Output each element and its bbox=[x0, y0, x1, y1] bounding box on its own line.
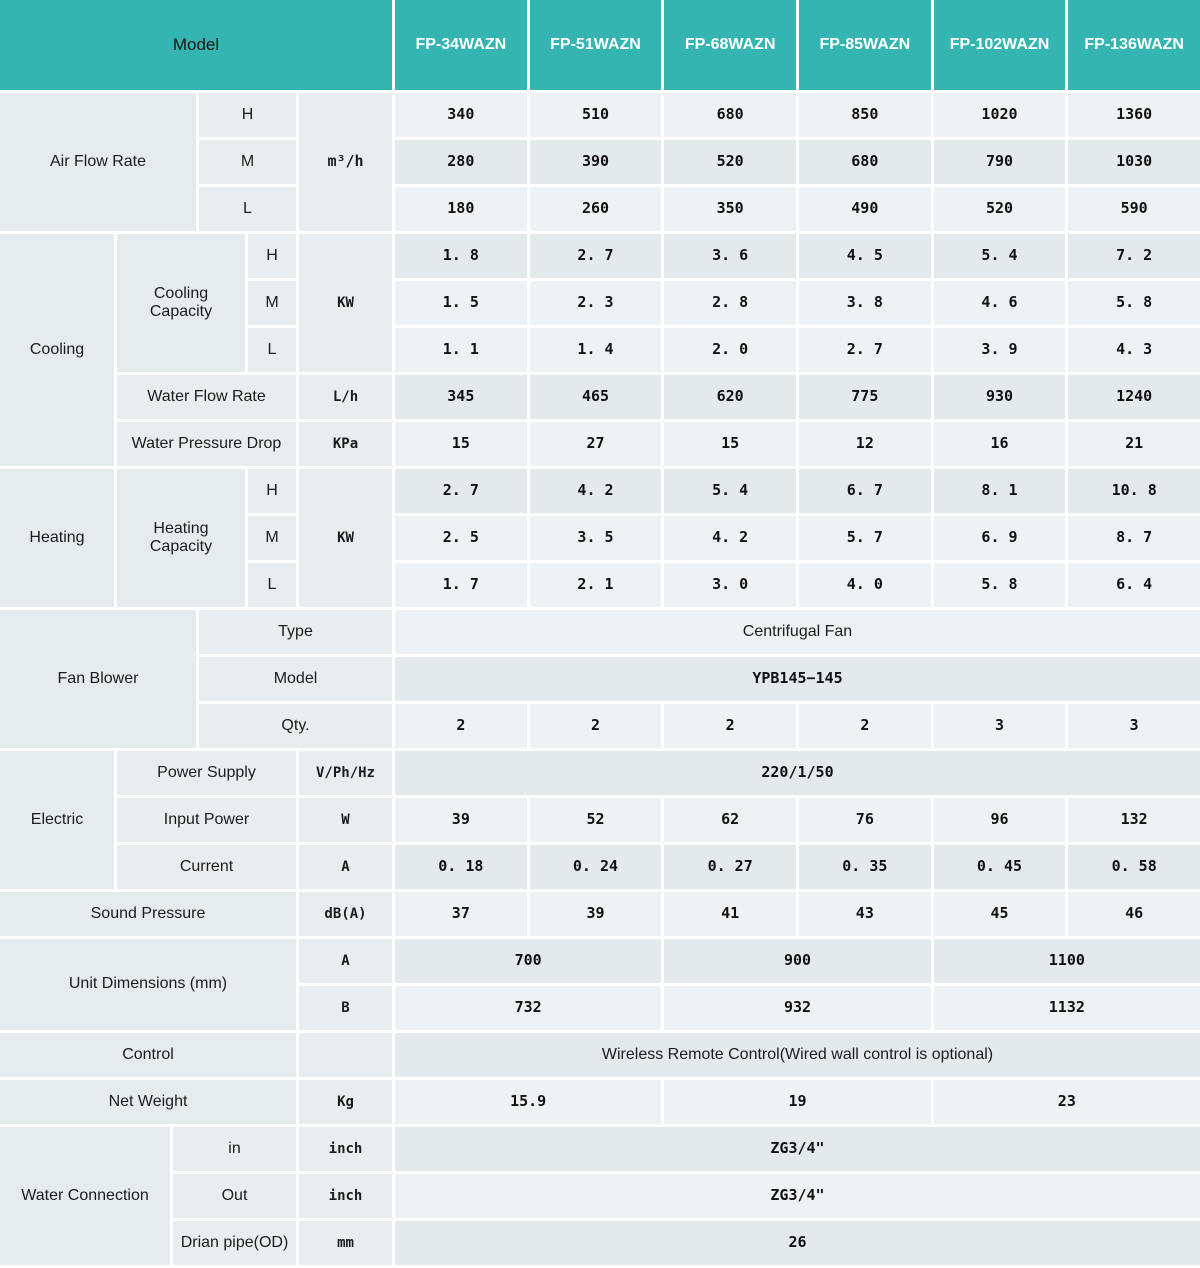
input-power-label: Input Power bbox=[117, 798, 296, 842]
unit-cell: Kg bbox=[299, 1080, 392, 1124]
data-cell: 2. 7 bbox=[530, 234, 662, 278]
model-header-label: Model bbox=[0, 0, 392, 90]
unit-cell: mm bbox=[299, 1221, 392, 1265]
unit-cell: W bbox=[299, 798, 392, 842]
data-cell: 8. 1 bbox=[934, 469, 1066, 513]
unit-cell: m³/h bbox=[299, 93, 392, 231]
data-cell: 62 bbox=[664, 798, 796, 842]
data-cell: 0. 27 bbox=[664, 845, 796, 889]
model-column-header: FP-85WAZN bbox=[799, 0, 931, 90]
data-cell: 1100 bbox=[934, 939, 1200, 983]
data-cell: 1. 7 bbox=[395, 563, 527, 607]
data-cell: 6. 7 bbox=[799, 469, 931, 513]
data-cell: 37 bbox=[395, 892, 527, 936]
data-cell: 465 bbox=[530, 375, 662, 419]
data-cell: 96 bbox=[934, 798, 1066, 842]
unit-cell: inch bbox=[299, 1174, 392, 1218]
data-cell: 680 bbox=[799, 140, 931, 184]
unit-cell: KW bbox=[299, 234, 392, 372]
data-cell: 732 bbox=[395, 986, 661, 1030]
data-cell: 2 bbox=[395, 704, 527, 748]
data-cell: 590 bbox=[1068, 187, 1200, 231]
data-cell: 5. 4 bbox=[934, 234, 1066, 278]
unit-cell: V/Ph/Hz bbox=[299, 751, 392, 795]
data-cell: 46 bbox=[1068, 892, 1200, 936]
unit-cell: dB(A) bbox=[299, 892, 392, 936]
data-cell: 132 bbox=[1068, 798, 1200, 842]
data-cell: 2 bbox=[530, 704, 662, 748]
water-flow-rate-label: Water Flow Rate bbox=[117, 375, 296, 419]
data-cell: 3. 9 bbox=[934, 328, 1066, 372]
data-cell: 345 bbox=[395, 375, 527, 419]
data-cell: 16 bbox=[934, 422, 1066, 466]
fan-model-label: Model bbox=[199, 657, 392, 701]
unit-cell: KPa bbox=[299, 422, 392, 466]
data-cell: 1. 5 bbox=[395, 281, 527, 325]
data-cell: 775 bbox=[799, 375, 931, 419]
level-m-cell: M bbox=[248, 281, 296, 325]
data-cell: 2. 8 bbox=[664, 281, 796, 325]
drain-pipe-label: Drian pipe(OD) bbox=[173, 1221, 296, 1265]
data-cell: 3. 5 bbox=[530, 516, 662, 560]
data-cell: 1. 4 bbox=[530, 328, 662, 372]
data-cell: 5. 8 bbox=[1068, 281, 1200, 325]
data-cell: 15.9 bbox=[395, 1080, 661, 1124]
data-cell: 340 bbox=[395, 93, 527, 137]
drain-pipe-value: 26 bbox=[395, 1221, 1200, 1265]
data-cell: 2. 7 bbox=[395, 469, 527, 513]
data-cell: 680 bbox=[664, 93, 796, 137]
data-cell: 76 bbox=[799, 798, 931, 842]
data-cell: 1. 8 bbox=[395, 234, 527, 278]
data-cell: 2. 3 bbox=[530, 281, 662, 325]
data-cell: 2. 7 bbox=[799, 328, 931, 372]
data-cell: 510 bbox=[530, 93, 662, 137]
water-pressure-drop-label: Water Pressure Drop bbox=[117, 422, 296, 466]
data-cell: 27 bbox=[530, 422, 662, 466]
fan-type-value: Centrifugal Fan bbox=[395, 610, 1200, 654]
level-l-cell: L bbox=[199, 187, 296, 231]
data-cell: 700 bbox=[395, 939, 661, 983]
fan-qty-label: Qty. bbox=[199, 704, 392, 748]
data-cell: 900 bbox=[664, 939, 930, 983]
data-cell: 932 bbox=[664, 986, 930, 1030]
data-cell: 15 bbox=[664, 422, 796, 466]
data-cell: 790 bbox=[934, 140, 1066, 184]
data-cell: 350 bbox=[664, 187, 796, 231]
data-cell: 0. 24 bbox=[530, 845, 662, 889]
data-cell: 3 bbox=[934, 704, 1066, 748]
power-supply-label: Power Supply bbox=[117, 751, 296, 795]
level-m-cell: M bbox=[248, 516, 296, 560]
unit-cell: KW bbox=[299, 469, 392, 607]
data-cell: 180 bbox=[395, 187, 527, 231]
control-label: Control bbox=[0, 1033, 296, 1077]
data-cell: 15 bbox=[395, 422, 527, 466]
data-cell: 3. 0 bbox=[664, 563, 796, 607]
data-cell: 21 bbox=[1068, 422, 1200, 466]
data-cell: 2. 1 bbox=[530, 563, 662, 607]
data-cell: 0. 18 bbox=[395, 845, 527, 889]
data-cell: 4. 0 bbox=[799, 563, 931, 607]
data-cell: 5. 8 bbox=[934, 563, 1066, 607]
data-cell: 39 bbox=[395, 798, 527, 842]
data-cell: 0. 45 bbox=[934, 845, 1066, 889]
level-h-cell: H bbox=[248, 469, 296, 513]
data-cell: 2 bbox=[664, 704, 796, 748]
data-cell: 12 bbox=[799, 422, 931, 466]
data-cell: 4. 6 bbox=[934, 281, 1066, 325]
data-cell: 45 bbox=[934, 892, 1066, 936]
data-cell: 23 bbox=[934, 1080, 1200, 1124]
level-h-cell: H bbox=[248, 234, 296, 278]
data-cell: 1240 bbox=[1068, 375, 1200, 419]
model-column-header: FP-102WAZN bbox=[934, 0, 1066, 90]
data-cell: 1360 bbox=[1068, 93, 1200, 137]
dim-a-cell: A bbox=[299, 939, 392, 983]
level-m-cell: M bbox=[199, 140, 296, 184]
water-connection-label: Water Connection bbox=[0, 1127, 170, 1265]
data-cell: 520 bbox=[664, 140, 796, 184]
model-column-header: FP-34WAZN bbox=[395, 0, 527, 90]
fan-blower-label: Fan Blower bbox=[0, 610, 196, 748]
cooling-capacity-label: Cooling Capacity bbox=[117, 234, 245, 372]
unit-cell: inch bbox=[299, 1127, 392, 1171]
data-cell: 39 bbox=[530, 892, 662, 936]
water-out-value: ZG3/4" bbox=[395, 1174, 1200, 1218]
data-cell: 41 bbox=[664, 892, 796, 936]
sound-pressure-label: Sound Pressure bbox=[0, 892, 296, 936]
unit-cell: L/h bbox=[299, 375, 392, 419]
level-l-cell: L bbox=[248, 328, 296, 372]
current-label: Current bbox=[117, 845, 296, 889]
data-cell: 850 bbox=[799, 93, 931, 137]
data-cell: 4. 5 bbox=[799, 234, 931, 278]
data-cell: 0. 58 bbox=[1068, 845, 1200, 889]
level-h-cell: H bbox=[199, 93, 296, 137]
data-cell: 5. 4 bbox=[664, 469, 796, 513]
data-cell: 2 bbox=[799, 704, 931, 748]
empty-unit-cell bbox=[299, 1033, 392, 1077]
data-cell: 3 bbox=[1068, 704, 1200, 748]
data-cell: 43 bbox=[799, 892, 931, 936]
unit-cell: A bbox=[299, 845, 392, 889]
data-cell: 1020 bbox=[934, 93, 1066, 137]
data-cell: 52 bbox=[530, 798, 662, 842]
data-cell: 620 bbox=[664, 375, 796, 419]
net-weight-label: Net Weight bbox=[0, 1080, 296, 1124]
heating-label: Heating bbox=[0, 469, 114, 607]
data-cell: 4. 2 bbox=[530, 469, 662, 513]
model-column-header: FP-51WAZN bbox=[530, 0, 662, 90]
model-column-header: FP-68WAZN bbox=[664, 0, 796, 90]
data-cell: 4. 3 bbox=[1068, 328, 1200, 372]
water-in-value: ZG3/4" bbox=[395, 1127, 1200, 1171]
data-cell: 10. 8 bbox=[1068, 469, 1200, 513]
heating-capacity-label: Heating Capacity bbox=[117, 469, 245, 607]
control-value: Wireless Remote Control(Wired wall control is optional) bbox=[395, 1033, 1200, 1077]
data-cell: 5. 7 bbox=[799, 516, 931, 560]
level-l-cell: L bbox=[248, 563, 296, 607]
data-cell: 6. 4 bbox=[1068, 563, 1200, 607]
data-cell: 520 bbox=[934, 187, 1066, 231]
data-cell: 8. 7 bbox=[1068, 516, 1200, 560]
data-cell: 3. 6 bbox=[664, 234, 796, 278]
data-cell: 2. 5 bbox=[395, 516, 527, 560]
fan-type-label: Type bbox=[199, 610, 392, 654]
data-cell: 1. 1 bbox=[395, 328, 527, 372]
data-cell: 490 bbox=[799, 187, 931, 231]
data-cell: 280 bbox=[395, 140, 527, 184]
electric-label: Electric bbox=[0, 751, 114, 889]
power-supply-value: 220/1/50 bbox=[395, 751, 1200, 795]
data-cell: 1030 bbox=[1068, 140, 1200, 184]
water-out-label: Out bbox=[173, 1174, 296, 1218]
air-flow-rate-label: Air Flow Rate bbox=[0, 93, 196, 231]
data-cell: 7. 2 bbox=[1068, 234, 1200, 278]
water-in-label: in bbox=[173, 1127, 296, 1171]
unit-dimensions-label: Unit Dimensions (mm) bbox=[0, 939, 296, 1030]
data-cell: 0. 35 bbox=[799, 845, 931, 889]
cooling-label: Cooling bbox=[0, 234, 114, 466]
data-cell: 930 bbox=[934, 375, 1066, 419]
data-cell: 19 bbox=[664, 1080, 930, 1124]
fan-model-value: YPB145−145 bbox=[395, 657, 1200, 701]
data-cell: 260 bbox=[530, 187, 662, 231]
data-cell: 390 bbox=[530, 140, 662, 184]
model-column-header: FP-136WAZN bbox=[1068, 0, 1200, 90]
data-cell: 4. 2 bbox=[664, 516, 796, 560]
dim-b-cell: B bbox=[299, 986, 392, 1030]
data-cell: 2. 0 bbox=[664, 328, 796, 372]
data-cell: 3. 8 bbox=[799, 281, 931, 325]
data-cell: 6. 9 bbox=[934, 516, 1066, 560]
data-cell: 1132 bbox=[934, 986, 1200, 1030]
